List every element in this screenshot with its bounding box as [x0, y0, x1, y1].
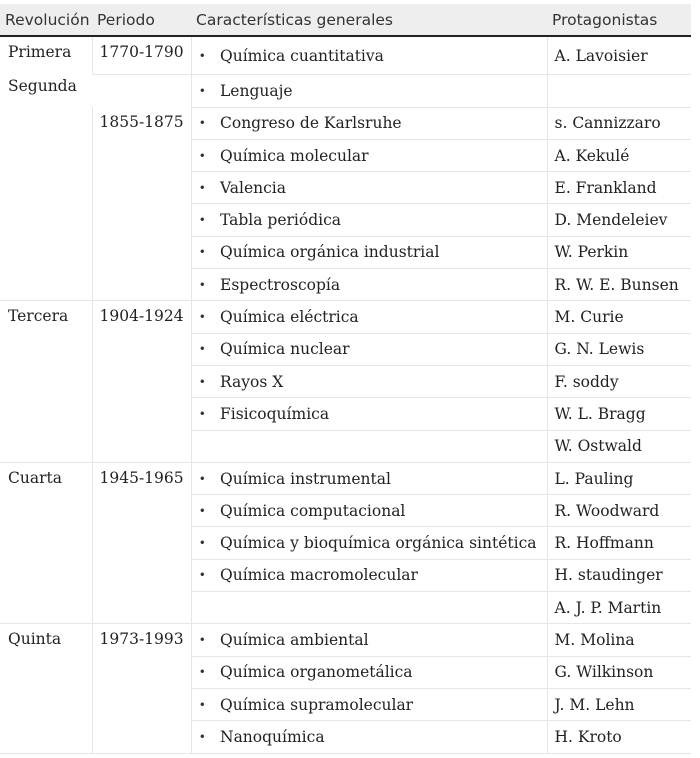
table-row	[0, 624, 691, 656]
protagonista-cell: R. W. E. Bunsen	[547, 269, 691, 301]
caracteristica-cell: Química orgánica industrial	[213, 236, 547, 268]
caracteristica-cell: Química ambiental	[213, 624, 547, 656]
bullet-icon: •	[191, 688, 213, 720]
protagonista-cell: W. Perkin	[547, 236, 691, 268]
bullet-icon: •	[191, 462, 213, 494]
bullet-icon: •	[191, 139, 213, 171]
caracteristica-cell: Química supramolecular	[213, 688, 547, 720]
protagonista-cell: F. soddy	[547, 365, 691, 397]
caracteristica-cell: Química nuclear	[213, 333, 547, 365]
caracteristica-cell: Congreso de Karlsruhe	[213, 107, 547, 139]
bullet-icon: •	[191, 301, 213, 333]
caracteristica-cell: Química eléctrica	[213, 301, 547, 333]
periodo-cell: 1973-1993	[92, 624, 191, 753]
bullet-icon: •	[191, 172, 213, 204]
caracteristica-cell: Química molecular	[213, 139, 547, 171]
revolucion-segunda: Segunda	[8, 77, 77, 95]
caracteristica-cell: Química macromolecular	[213, 559, 547, 591]
caracteristica-cell: Lenguaje	[213, 75, 547, 107]
revolucion-primera: Primera	[8, 43, 72, 61]
header-row	[0, 4, 691, 36]
caracteristica-cell: Química cuantitativa	[213, 36, 547, 75]
protagonista-cell: J. M. Lehn	[547, 688, 691, 720]
revolucion-cell: Quinta	[0, 624, 92, 753]
caracteristica-cell: Rayos X	[213, 365, 547, 397]
protagonista-cell: M. Curie	[547, 301, 691, 333]
bullet-cell-empty	[191, 592, 213, 624]
bullet-icon: •	[191, 624, 213, 656]
caracteristica-cell: Fisicoquímica	[213, 398, 547, 430]
protagonista-cell: s. Cannizzaro	[547, 107, 691, 139]
protagonista-cell	[547, 75, 691, 107]
table-row	[0, 107, 691, 139]
bullet-icon: •	[191, 75, 213, 107]
bullet-cell-empty	[191, 430, 213, 462]
bullet-icon: •	[191, 527, 213, 559]
protagonista-cell: G. N. Lewis	[547, 333, 691, 365]
caracteristica-cell: Tabla periódica	[213, 204, 547, 236]
bullet-icon: •	[191, 559, 213, 591]
protagonista-cell: H. Kroto	[547, 721, 691, 753]
protagonista-cell: R. Hoffmann	[547, 527, 691, 559]
protagonista-cell: L. Pauling	[547, 462, 691, 494]
bullet-icon: •	[191, 495, 213, 527]
table-row	[0, 301, 691, 333]
revolucion-cell	[0, 36, 92, 301]
periodo-cell-empty	[92, 75, 191, 107]
periodo-cell: 1855-1875	[92, 107, 191, 301]
bullet-icon: •	[191, 107, 213, 139]
bullet-icon: •	[191, 656, 213, 688]
bullet-icon: •	[191, 269, 213, 301]
revolucion-cell: Tercera	[0, 301, 92, 462]
caracteristica-cell: Nanoquímica	[213, 721, 547, 753]
table-row	[0, 36, 691, 75]
caracteristica-cell	[213, 592, 547, 624]
protagonista-cell: A. Kekulé	[547, 139, 691, 171]
caracteristica-cell: Química y bioquímica orgánica sintética	[213, 527, 547, 559]
protagonista-cell: E. Frankland	[547, 172, 691, 204]
caracteristica-cell	[213, 430, 547, 462]
bullet-icon: •	[191, 333, 213, 365]
table-row	[0, 462, 691, 494]
periodo-cell: 1904-1924	[92, 301, 191, 462]
bullet-icon: •	[191, 36, 213, 75]
protagonista-cell: W. L. Bragg	[547, 398, 691, 430]
bullet-icon: •	[191, 204, 213, 236]
bullet-icon: •	[191, 721, 213, 753]
protagonista-cell: R. Woodward	[547, 495, 691, 527]
protagonista-cell: A. Lavoisier	[547, 36, 691, 75]
table-row	[0, 75, 691, 107]
protagonista-cell: W. Ostwald	[547, 430, 691, 462]
header-periodo: Periodo	[92, 4, 191, 36]
caracteristica-cell: Química computacional	[213, 495, 547, 527]
revolutions-table	[0, 4, 691, 754]
protagonista-cell: H. staudinger	[547, 559, 691, 591]
bullet-icon: •	[191, 365, 213, 397]
bullet-icon: •	[191, 398, 213, 430]
protagonista-cell: D. Mendeleiev	[547, 204, 691, 236]
bullet-icon: •	[191, 236, 213, 268]
protagonista-cell: G. Wilkinson	[547, 656, 691, 688]
protagonista-cell: A. J. P. Martin	[547, 592, 691, 624]
protagonista-cell: M. Molina	[547, 624, 691, 656]
periodo-cell: 1945-1965	[92, 462, 191, 623]
periodo-cell: 1770-1790	[92, 36, 191, 75]
caracteristica-cell: Química organometálica	[213, 656, 547, 688]
caracteristica-cell: Espectroscopía	[213, 269, 547, 301]
caracteristica-cell: Química instrumental	[213, 462, 547, 494]
header-revolucion: Revolución	[0, 4, 92, 36]
caracteristica-cell: Valencia	[213, 172, 547, 204]
header-caracteristicas: Características generales	[191, 4, 547, 36]
header-protagonistas: Protagonistas	[547, 4, 691, 36]
revolucion-cell: Cuarta	[0, 462, 92, 623]
